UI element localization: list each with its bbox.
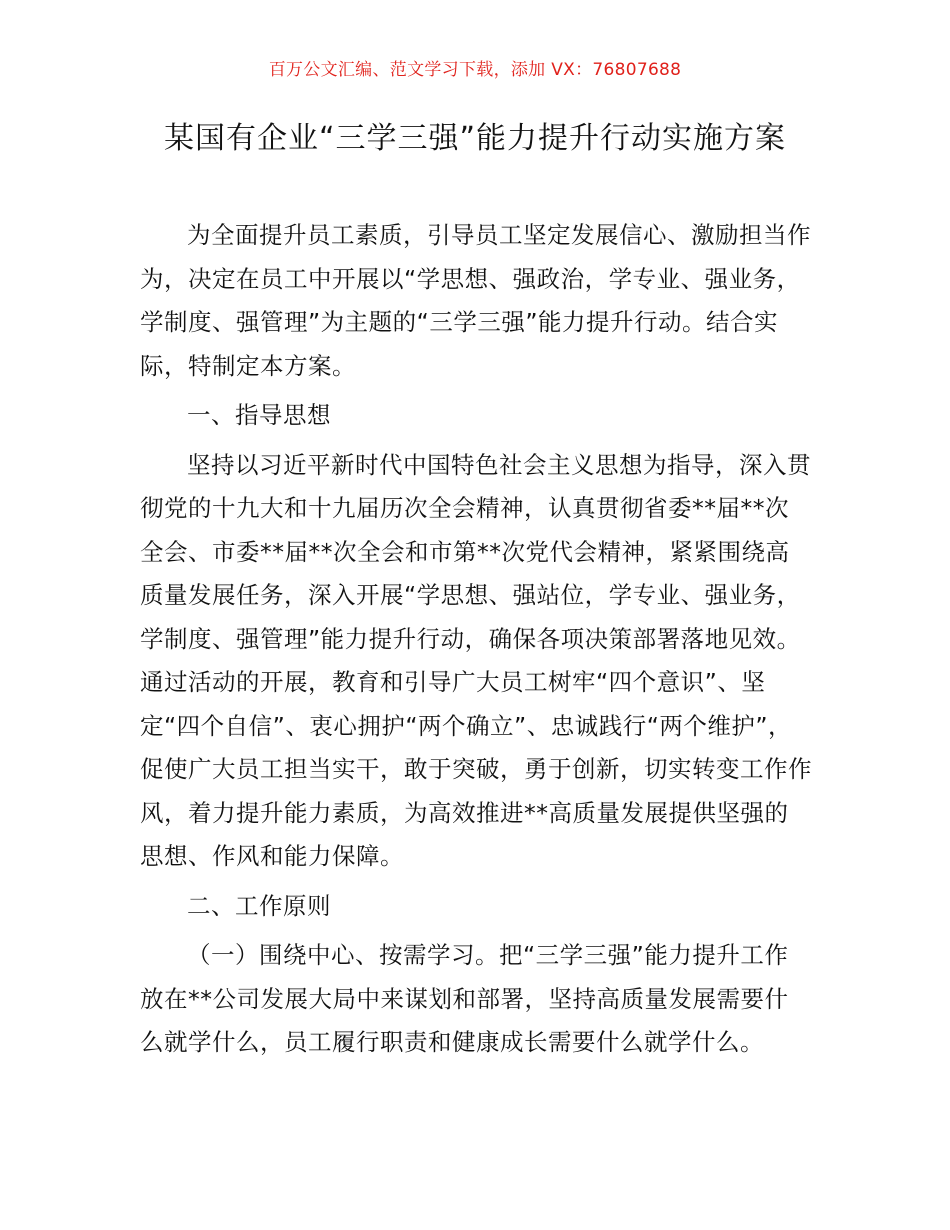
section-heading-work-principles: 二、工作原则	[187, 891, 331, 920]
principle-item-1: （一）围绕中心、按需学习。把“三学三强”能力提升工作放在**公司发展大局中来谋划和部署，坚持高质量发展需要什么就学什么，员工履行职责和健康成长需要什么就学什么。	[140, 941, 789, 1056]
document-body	[140, 214, 812, 1065]
document-title: 某国有企业“三学三强”能力提升行动实施方案	[163, 121, 787, 156]
section-paragraph-guiding-thought: 坚持以习近平新时代中国特色社会主义思想为指导，深入贯彻党的十九大和十九届历次全会精神，认真贯彻省委**届**次全会、市委**届**次全会和市第**次党代会精神，紧紧围绕高质量发展任务，深入开展“学思想、强站位，学专业、强业务，学制度、强管理”能力提升行动，确保各项决策部署落地见效。通过活动的开展，教育和引导广大员工树牢“四个意识”、坚定“四个自信”、衷心拥护“两个确立”、忠诚践行“两个维护”，促使广大员工担当实干，敢于突破，勇于创新，切实转变工作作风，着力提升能力素质，为高效推进**高质量发展提供坚强的思想、作风和能力保障。	[140, 450, 812, 870]
section-heading-guiding-thought: 一、指导思想	[187, 401, 331, 429]
watermark-banner: 百万公文汇编、范文学习下载，添加 VX：76807688	[268, 60, 682, 80]
intro-paragraph: 为全面提升员工素质，引导员工坚定发展信心、激励担当作为，决定在员工中开展以“学思想、强政治，学专业、强业务，学制度、强管理”为主题的“三学三强”能力提升行动。结合实际，特制定本方案。	[140, 221, 811, 380]
